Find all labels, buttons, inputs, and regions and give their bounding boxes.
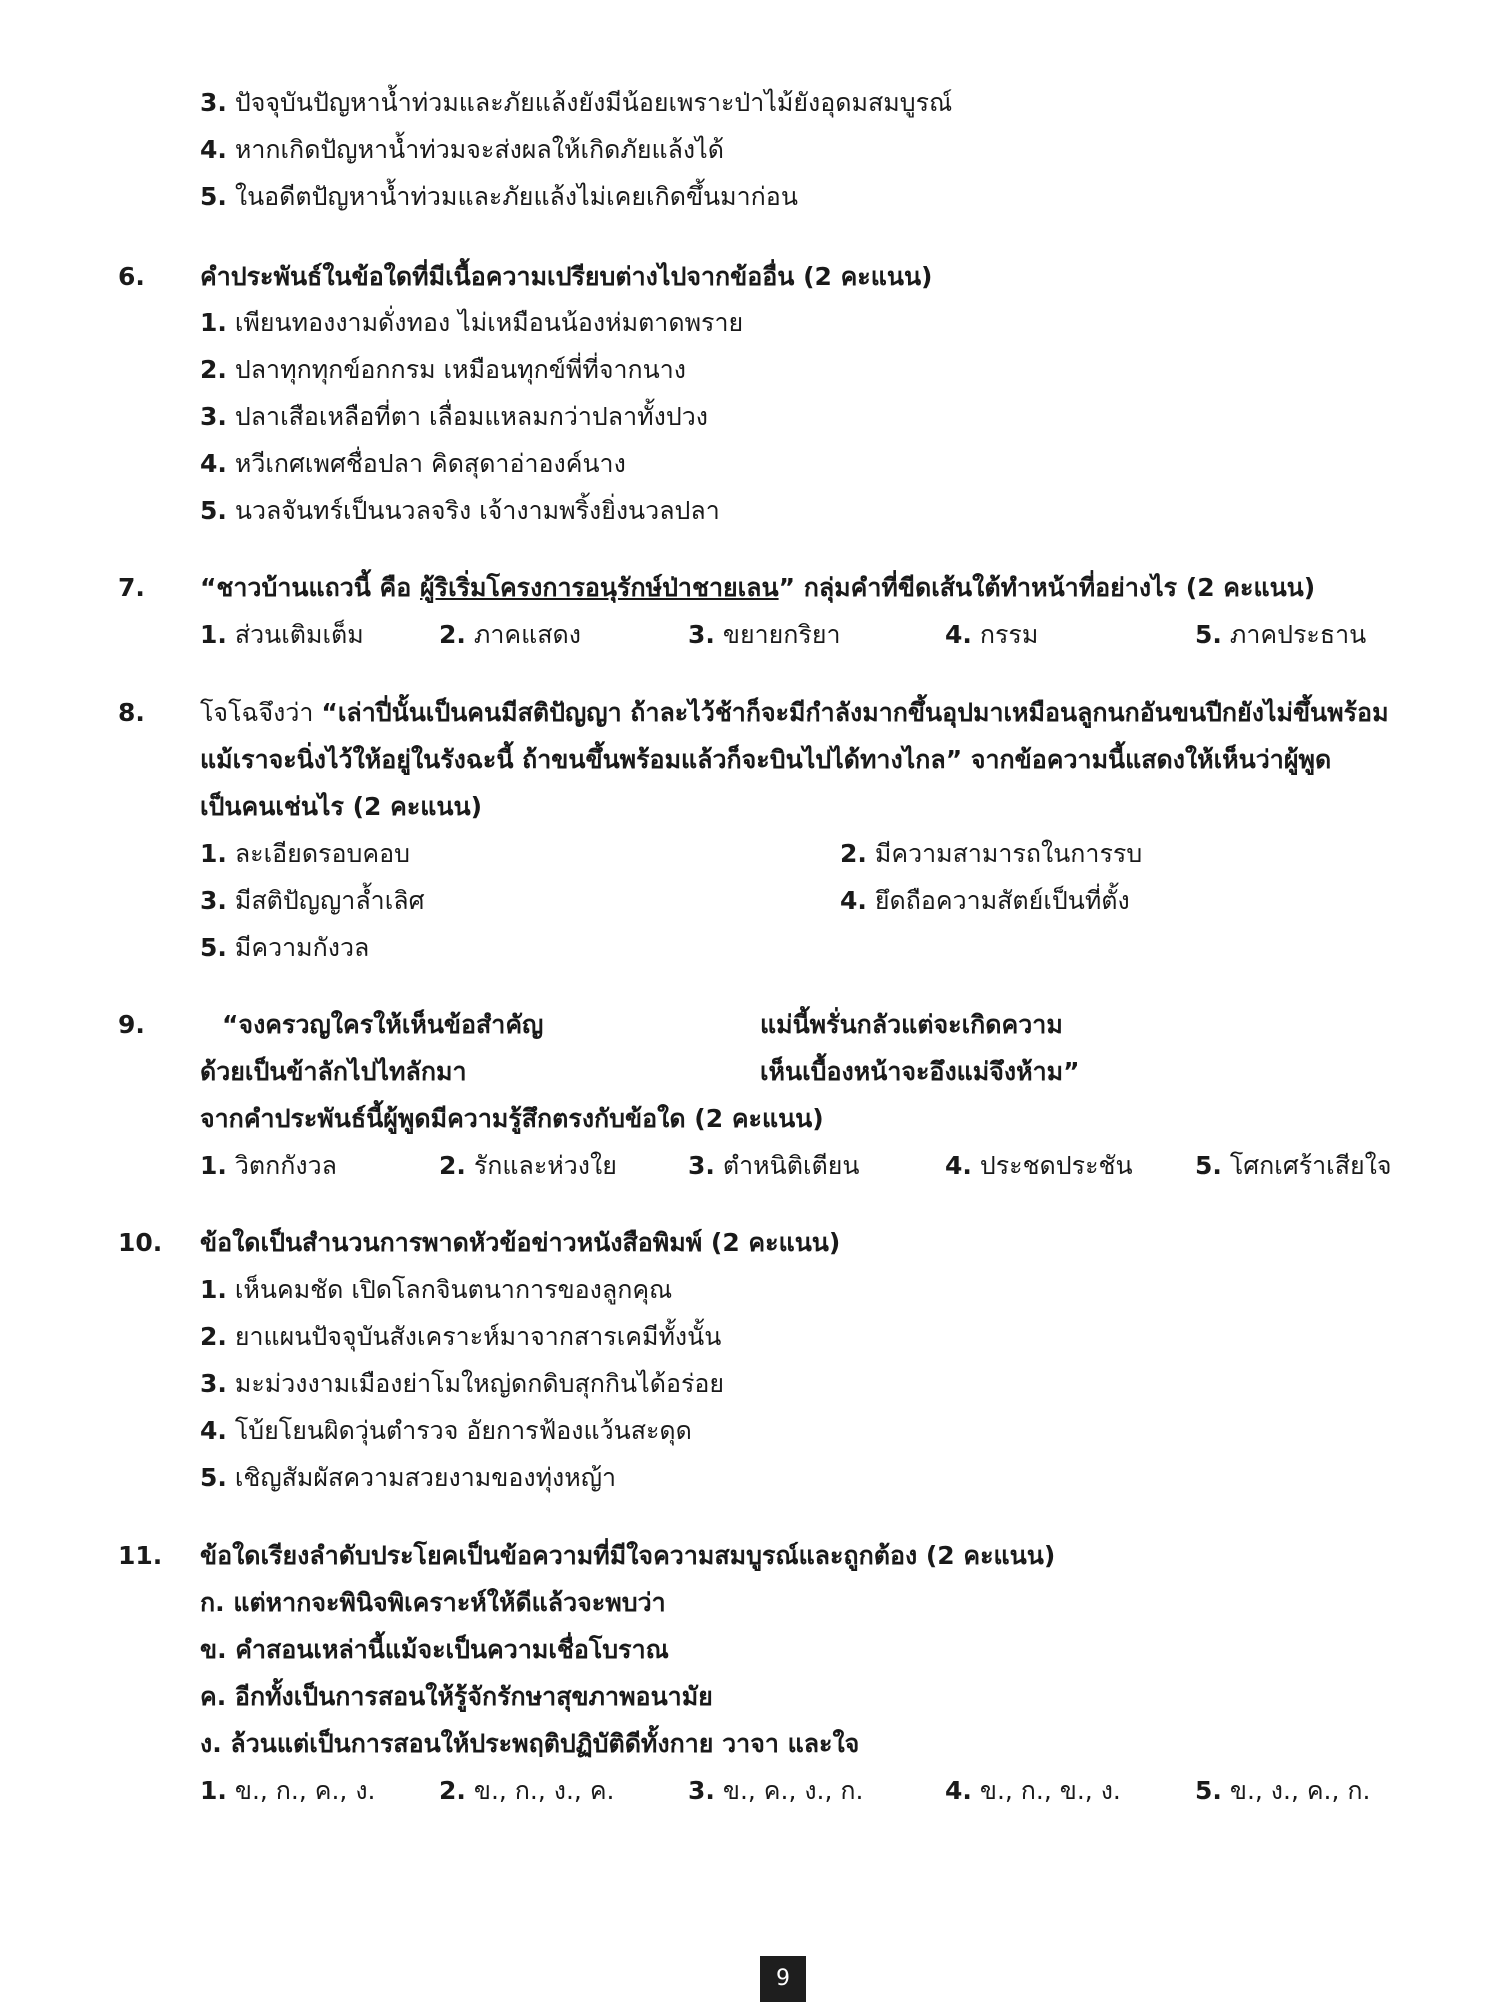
underlined-phrase: ผู้ริเริ่มโครงการอนุรักษ์ป่าชายเลน [420,573,779,602]
option: 5. ข., ง., ค., ก. [1195,1776,1371,1805]
option: 1. ข., ก., ค., ง. [200,1776,376,1805]
question-text: โจโฉจึงว่า “เล่าปี่นั้นเป็นคนมีสติปัญญา ถ้าละไว้ช้าก็จะมีกำลังมากขึ้นอุปมาเหมือนลูกนกอันขนปีกยังไม่ขึ้นพร้อม [200,698,1389,727]
option: 1. ละเอียดรอบคอบ [200,839,410,868]
question-text: แม้เราจะนิ่งไว้ให้อยู่ในรังฉะนี้ ถ้าขนขึ้นพร้อมแล้วก็จะบินไปได้ทางไกล” จากข้อความนี้แสดงให้เห็นว่าผู้พูด [200,745,1332,774]
option: 3. ปลาเสือเหลือที่ตา เลื่อมแหลมกว่าปลาทั้งปวง [200,402,708,431]
option: 2. รักและห่วงใย [439,1151,617,1180]
option: 4. หวีเกศเพศชื่อปลา คิดสุดาอ่าองค์นาง [200,449,626,478]
option: 2. ยาแผนปัจจุบันสังเคราะห์มาจากสารเคมีทั้งนั้น [200,1322,722,1351]
option: 5. ภาคประธาน [1195,620,1367,649]
question-text: ข้อใดเป็นสำนวนการพาดหัวข้อข่าวหนังสือพิมพ์ (2 คะแนน) [200,1228,841,1257]
option: 1. เห็นคมชัด เปิดโลกจินตนาการของลูกคุณ [200,1275,673,1304]
option: 2. ปลาทุกทุกข์อกกรม เหมือนทุกข์พี่ที่จากนาง [200,355,686,384]
question-number: 10. [118,1228,163,1257]
question-text: จากคำประพันธ์นี้ผู้พูดมีความรู้สึกตรงกับข้อใด (2 คะแนน) [200,1104,824,1133]
option: 3. ตำหนิติเตียน [688,1151,860,1180]
option: 4. ข., ก., ข., ง. [945,1776,1121,1805]
question-number: 11. [118,1541,163,1570]
question-number: 6. [118,262,145,291]
statement: ค. อีกทั้งเป็นการสอนให้รู้จักรักษาสุขภาพอนามัย [200,1682,713,1711]
option: 5. เชิญสัมผัสความสวยงามของทุ่งหญ้า [200,1463,617,1492]
option: 4. ยึดถือความสัตย์เป็นที่ตั้ง [840,886,1130,915]
option: 4. ประชดประชัน [945,1151,1133,1180]
verse-line: เห็นเบื้องหน้าจะอึงแม่จึงห้าม” [760,1057,1080,1086]
option: 4. โบ้ยโยนผิดวุ่นตำรวจ อัยการฟ้องแว้นสะดุด [200,1416,692,1445]
option: 3. ข., ค., ง., ก. [688,1776,864,1805]
verse-line: แม่นี้พรั่นกลัวแต่จะเกิดความ [760,1010,1063,1039]
page-number: 9 [760,1956,806,2002]
question-number: 8. [118,698,145,727]
question-text: เป็นคนเช่นไร (2 คะแนน) [200,792,483,821]
option: 4. กรรม [945,620,1039,649]
option: 2. มีความสามารถในการรบ [840,839,1143,868]
question-text: “ชาวบ้านแถวนี้ คือ ผู้ริเริ่มโครงการอนุรักษ์ป่าชายเลน” กลุ่มคำที่ขีดเส้นใต้ทำหน้าที่อย่างไร (2 คะแนน) [200,573,1316,602]
question-number: 9. [118,1010,145,1039]
option: 1. ส่วนเติมเต็ม [200,620,364,649]
option: 4. หากเกิดปัญหาน้ำท่วมจะส่งผลให้เกิดภัยแล้งได้ [200,135,724,164]
statement: ก. แต่หากจะพินิจพิเคราะห์ให้ดีแล้วจะพบว่า [200,1588,666,1617]
option: 1. วิตกกังวล [200,1151,337,1180]
option: 5. โศกเศร้าเสียใจ [1195,1151,1392,1180]
option: 2. ภาคแสดง [439,620,581,649]
statement: ข. คำสอนเหล่านี้แม้จะเป็นความเชื่อโบราณ [200,1635,669,1664]
option: 2. ข., ก., ง., ค. [439,1776,615,1805]
question-text: คำประพันธ์ในข้อใดที่มีเนื้อความเปรียบต่างไปจากข้ออื่น (2 คะแนน) [200,262,933,291]
option: 5. นวลจันทร์เป็นนวลจริง เจ้างามพริ้งยิ่งนวลปลา [200,496,720,525]
verse-line: “จงครวญใครให้เห็นข้อสำคัญ [222,1010,544,1039]
option: 1. เพียนทองงามดั่งทอง ไม่เหมือนน้องห่มตาดพราย [200,308,744,337]
question-text: ข้อใดเรียงลำดับประโยคเป็นข้อความที่มีใจความสมบูรณ์และถูกต้อง (2 คะแนน) [200,1541,1056,1570]
option: 3. ปัจจุบันปัญหาน้ำท่วมและภัยแล้งยังมีน้อยเพราะป่าไม้ยังอุดมสมบูรณ์ [200,88,953,117]
option: 3. มีสติปัญญาล้ำเลิศ [200,886,425,915]
question-number: 7. [118,573,145,602]
option: 5. มีความกังวล [200,933,370,962]
option: 5. ในอดีตปัญหาน้ำท่วมและภัยแล้งไม่เคยเกิดขึ้นมาก่อน [200,182,798,211]
option: 3. มะม่วงงามเมืองย่าโมใหญ่ดกดิบสุกกินได้อร่อย [200,1369,725,1398]
statement: ง. ล้วนแต่เป็นการสอนให้ประพฤติปฏิบัติดีทั้งกาย วาจา และใจ [200,1729,860,1758]
verse-line: ด้วยเป็นข้าลักไปไทลักมา [200,1057,467,1086]
option: 3. ขยายกริยา [688,620,841,649]
